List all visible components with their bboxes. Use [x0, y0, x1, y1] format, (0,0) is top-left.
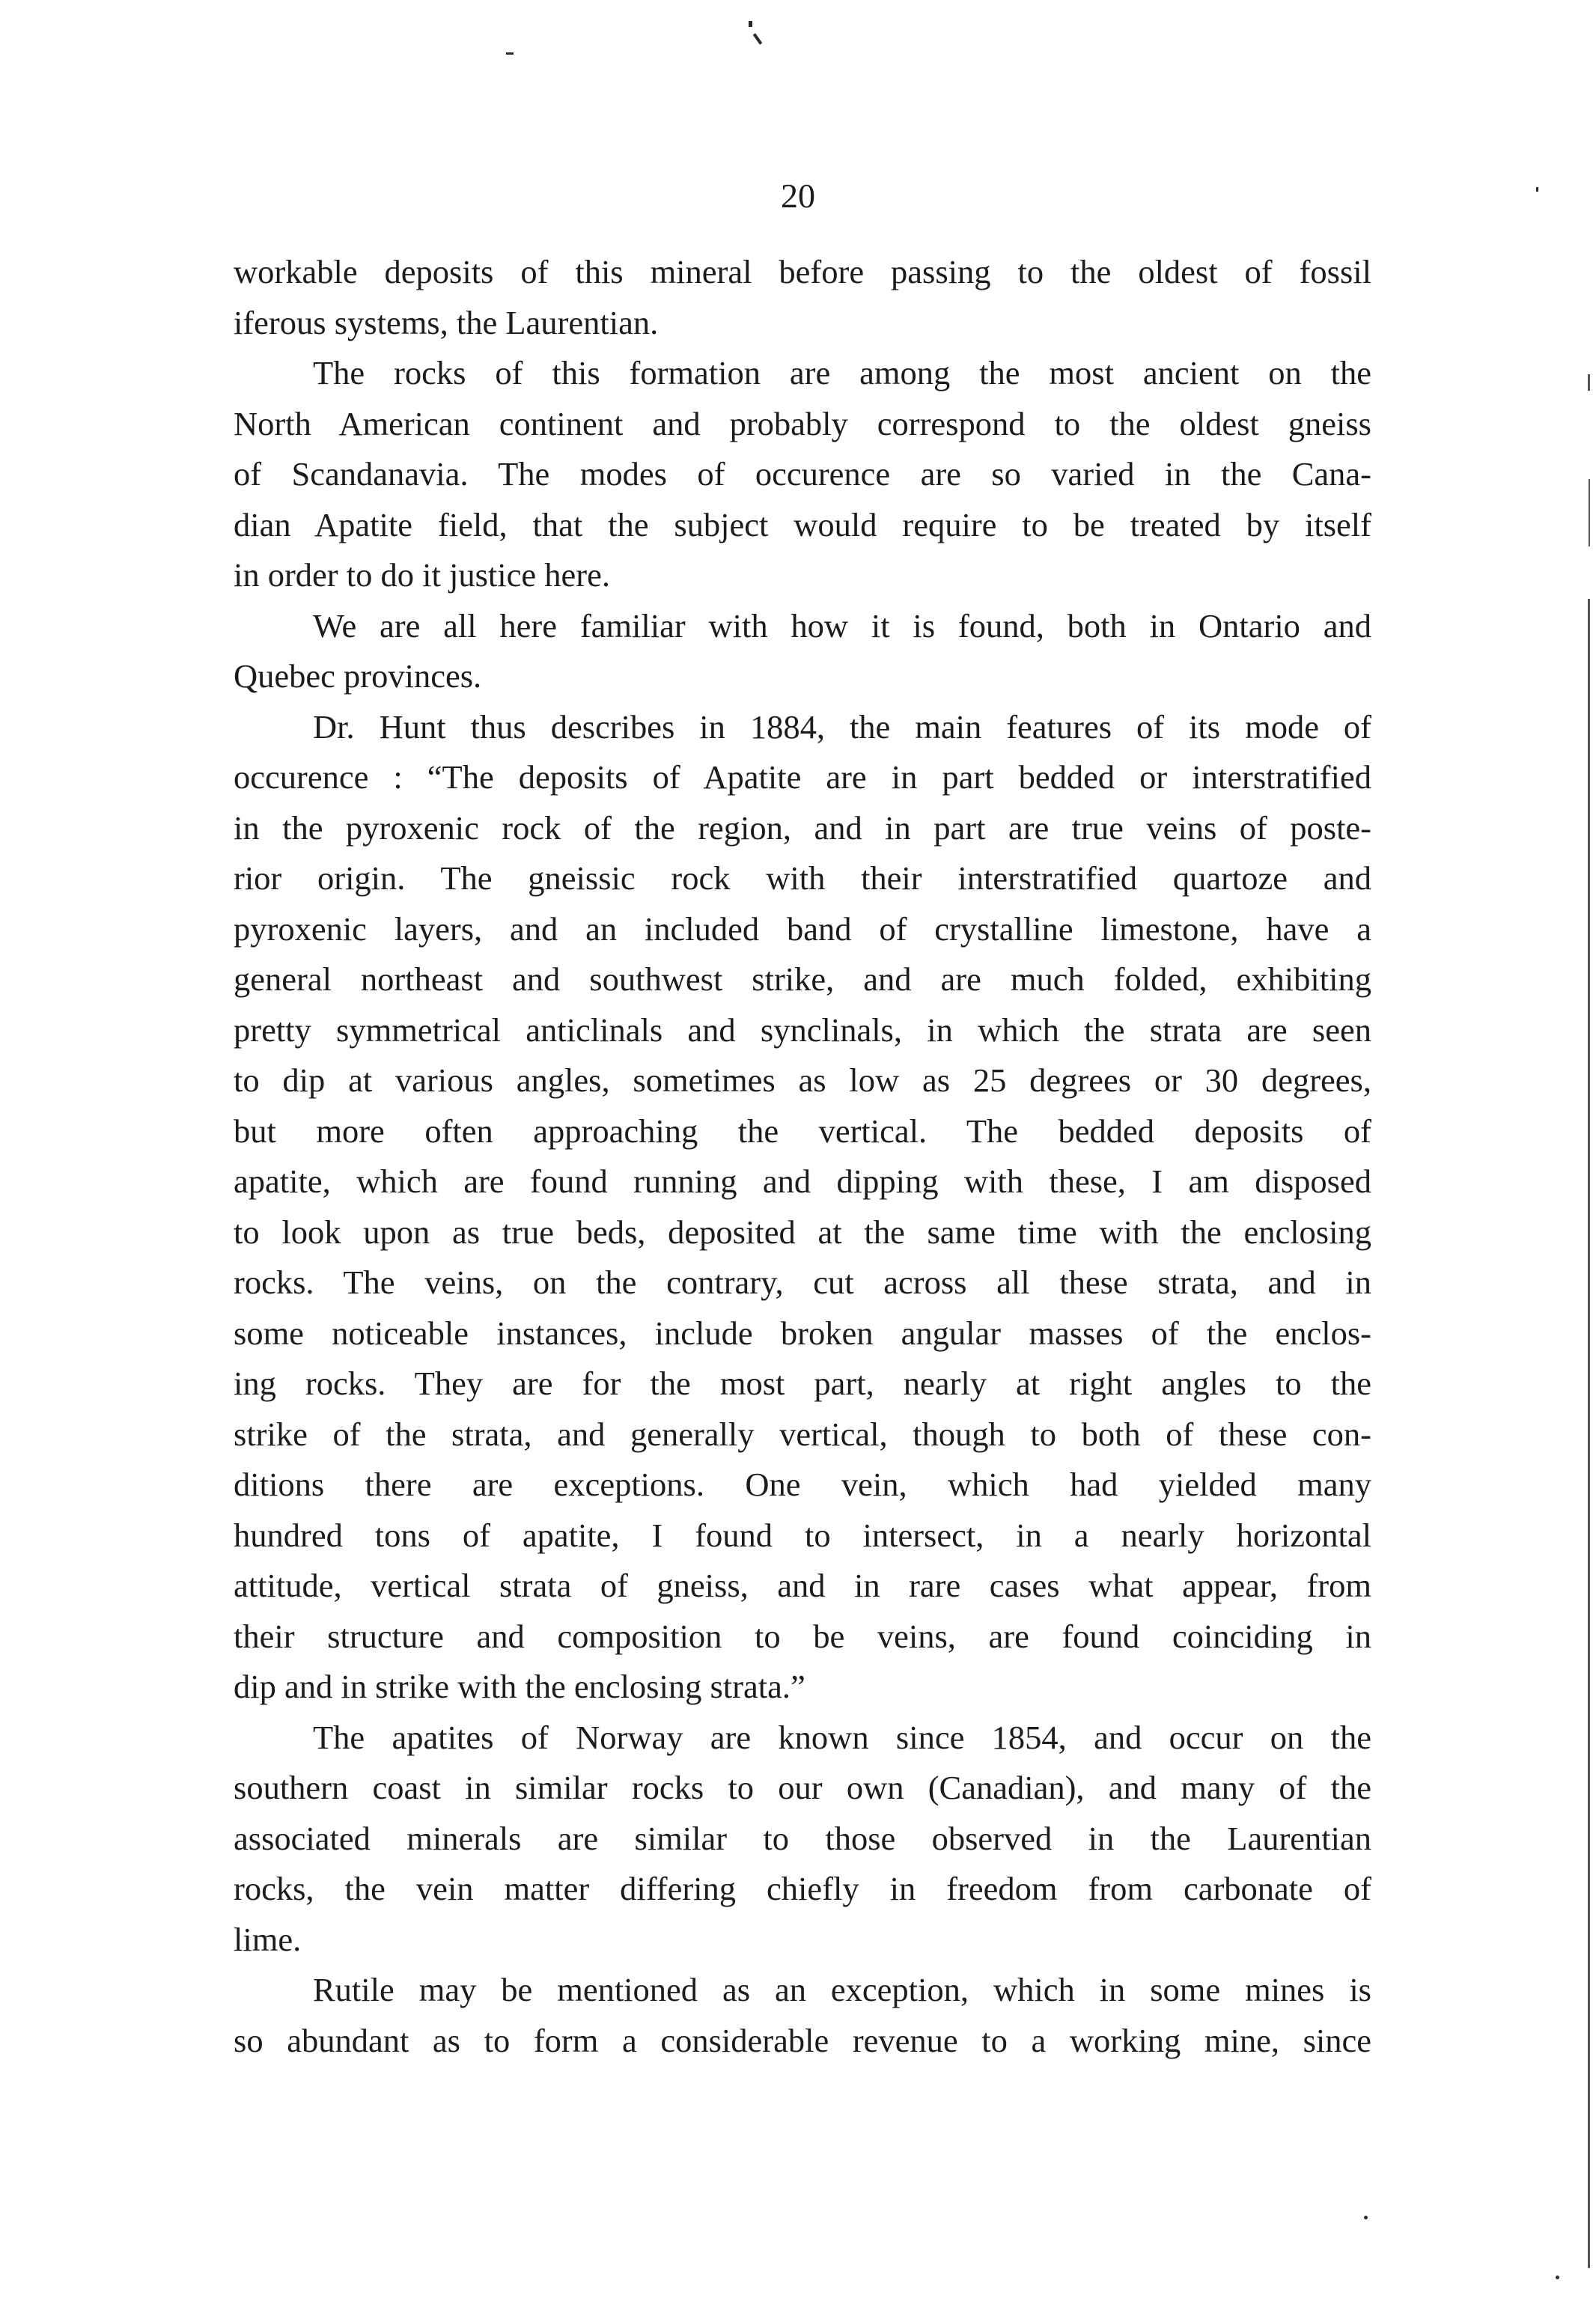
text-line: lime.: [234, 1920, 302, 1958]
text-line: general northeast and southwest strike, and are much folded, exhibiting: [234, 960, 1371, 998]
text-line: in the pyroxenic rock of the region, and in part are true veins of poste-: [234, 808, 1371, 847]
text-line: pretty symmetrical anticlinals and synclinals, in which the strata are seen: [234, 1011, 1371, 1049]
text-line: their structure and composition to be veins, are found coinciding in: [234, 1617, 1371, 1655]
text-line: attitude, vertical strata of gneiss, and in rare cases what appear, from: [234, 1567, 1371, 1604]
text-line: apatite, which are found running and dipping with these, I am disposed: [234, 1162, 1371, 1200]
text-line: North American continent and probably correspond to the oldest gneiss: [234, 404, 1371, 442]
text-line: Dr. Hunt thus describes in 1884, the main features of its mode of: [313, 707, 1371, 746]
text-line: The apatites of Norway are known since 1854, and occur on the: [313, 1718, 1371, 1756]
scan-speck: [1556, 2276, 1559, 2279]
text-line: associated minerals are similar to those observed in the Laurentian: [234, 1819, 1371, 1857]
text-line: Rutile may be mentioned as an exception, which in some mines is: [313, 1971, 1371, 2008]
page-number: 20: [781, 177, 815, 215]
text-line: rocks, the vein matter differing chiefly in freedom from carbonate of: [234, 1870, 1371, 1907]
text-line: workable deposits of this mineral before passing to the oldest of fossil: [234, 253, 1371, 290]
text-line: in order to do it justice here.: [234, 556, 610, 594]
text-line: iferous systems, the Laurentian.: [234, 303, 659, 341]
scan-speck: [506, 52, 514, 55]
page-edge-shadow: [1588, 374, 1590, 391]
text-line: ditions there are exceptions. One vein, which had yielded many: [234, 1466, 1371, 1503]
text-line: pyroxenic layers, and an included band of crystalline limestone, have a: [234, 909, 1371, 948]
text-line: We are all here familiar with how it is found, both in Ontario and: [313, 606, 1371, 644]
text-line: The rocks of this formation are among the most ancient on the: [313, 354, 1371, 391]
text-line: rocks. The veins, on the contrary, cut across all these strata, and in: [234, 1264, 1371, 1301]
text-line: strike of the strata, and generally vertical, though to both of these con-: [234, 1415, 1371, 1453]
text-line: dian Apatite field, that the subject would require to be treated by itself: [234, 505, 1371, 543]
scan-speck: [749, 21, 752, 27]
text-line: dip and in strike with the enclosing strata.”: [234, 1668, 805, 1705]
text-line: occurence : “The deposits of Apatite are in part bedded or interstratified: [234, 758, 1371, 796]
text-line: southern coast in similar rocks to our own (Canadian), and many of the: [234, 1769, 1371, 1806]
text-line: to look upon as true beds, deposited at the same time with the enclosing: [234, 1213, 1371, 1251]
body-text: [234, 247, 1371, 2066]
text-line: to dip at various angles, sometimes as low as 25 degrees or 30 degrees,: [234, 1061, 1371, 1099]
scan-speck: [1364, 2216, 1368, 2219]
text-line: so abundant as to form a considerable revenue to a working mine, since: [234, 2021, 1371, 2059]
page-edge-shadow: [1589, 479, 1590, 546]
page-edge-shadow: [1588, 599, 1590, 2268]
scan-speck: [753, 33, 762, 44]
text-line: but more often approaching the vertical. The bedded deposits of: [234, 1112, 1371, 1150]
text-line: of Scandanavia. The modes of occurence are so varied in the Cana-: [234, 455, 1371, 493]
text-line: rior origin. The gneissic rock with their interstratified quartoze and: [234, 859, 1371, 897]
text-line: some noticeable instances, include broken angular masses of the enclos-: [234, 1314, 1371, 1352]
text-line: hundred tons of apatite, I found to intersect, in a nearly horizontal: [234, 1516, 1371, 1554]
text-line: ing rocks. They are for the most part, nearly at right angles to the: [234, 1365, 1371, 1402]
text-line: Quebec provinces.: [234, 657, 482, 695]
